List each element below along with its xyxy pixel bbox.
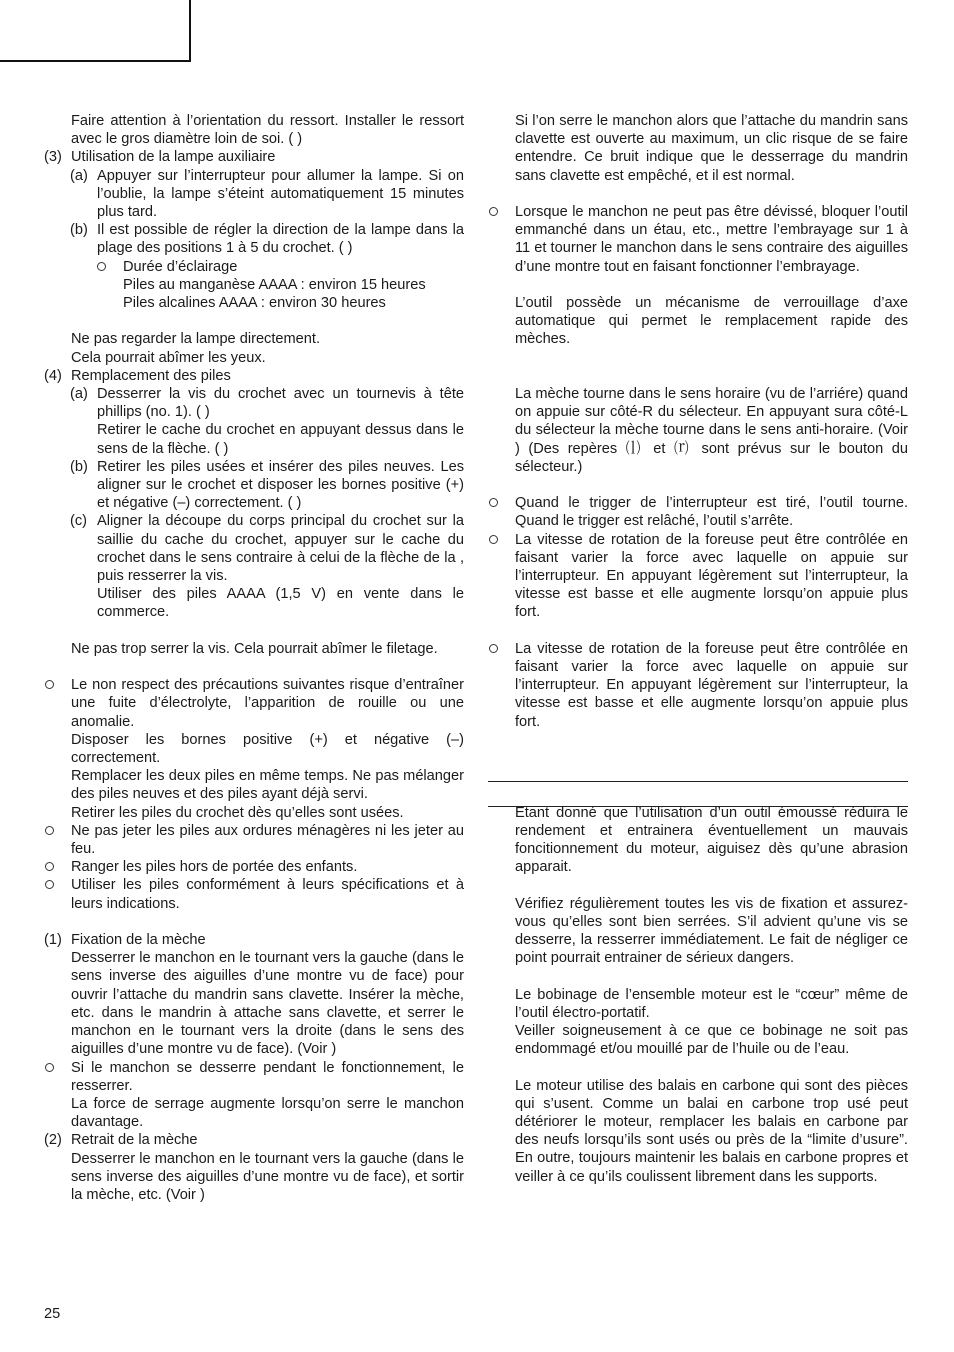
paragraph-text: Retirer les piles usées et insérer des piles neuves. Les aligner sur le crochet et disposer les bornes positive (+) et négative (–) correctement. ( ) (97, 458, 464, 512)
paragraph (44, 822, 464, 858)
paragraph-text: Si l’on serre le manchon alors que l’attache du mandrin sans clavette est ouverte au maximum, un clic risque de se faire entendre. Ce bruit indique que le desserrage du mandrin sans clavette est empêché, et il est normal. (515, 113, 908, 184)
paragraph-gap (488, 749, 908, 767)
paragraph (44, 1095, 464, 1131)
paragraph-text: Vérifiez régulièrement toutes les vis de fixation et assurez-vous qu’elles sont bien serrées. S’il advient qu’une vis se desserre, la resserrer immédiatement. Le fait de négliger ce point pourrait entrainer de sérieux dangers. (515, 895, 908, 967)
paragraph-text: Faire attention à l’orientation du ressort. Installer le ressort avec le gros diamètre loin de soi. ( ) (71, 113, 464, 148)
paragraph (44, 258, 464, 276)
list-marker: (a) (70, 167, 88, 184)
paragraph-text: Utilisation de la lampe auxiliaire (71, 149, 276, 166)
paragraph (44, 349, 464, 367)
paragraph (44, 804, 464, 822)
paragraph (488, 294, 908, 349)
paragraph-text: La vitesse de rotation de la foreuse peut être contrôlée en faisant varier la force avec laquelle on appuie sur l’interrupteur. En appuyant légèrement sut l’interrupteur, la vitesse est basse et elle augmente lorsqu’on appuie plus fort. (515, 531, 908, 621)
paragraph (44, 585, 464, 621)
paragraph (44, 421, 464, 457)
paragraph-text: Desserrer le manchon en le tournant vers la gauche (dans le sens inverse des aiguilles d’une montre vu de face) pour ouvrir l’attache du mandrin sans clavette. Insérer la mèche, etc. dans le mandrin à attache sans clavette, et serrer le manchon en le tournant vers la droite (dans le sens des aiguilles d’une montre vu de face). (Voir ) (71, 950, 464, 1058)
circle-bullet-icon (45, 862, 54, 871)
paragraph (488, 1022, 908, 1058)
paragraph-gap (44, 622, 464, 640)
paragraph-text: Cela pourrait abîmer les yeux. (71, 349, 266, 366)
paragraph (44, 221, 464, 257)
paragraph-text: Le bobinage de l’ensemble moteur est le “cœur” même de l’outil électro-portatif. (515, 986, 908, 1021)
paragraph-text: Si le manchon se desserre pendant le fonctionnement, le resserrer. (71, 1059, 464, 1094)
paragraph-text: Remplacer les deux piles en même temps. Ne pas mélanger des piles neuves et des piles ayant déjà servi. (71, 768, 464, 803)
list-marker: (3) (44, 149, 62, 166)
paragraph-gap (488, 767, 908, 785)
paragraph (44, 294, 464, 312)
circle-bullet-icon (489, 644, 498, 653)
paragraph (488, 385, 908, 476)
paragraph (44, 876, 464, 912)
list-marker: (a) (70, 386, 88, 403)
paragraph-gap (488, 276, 908, 294)
paragraph-text: Le non respect des précautions suivantes risque d’entraîner une fuite d’électrolyte, l’apparition de rouille ou une anomalie. (71, 677, 464, 730)
list-marker: (b) (70, 222, 88, 239)
paragraph-text: Fixation de la mèche (71, 932, 206, 949)
paragraph-text: Remplacement des piles (71, 367, 231, 384)
page-tab-box (0, 0, 191, 62)
list-marker: (c) (70, 513, 88, 530)
paragraph (44, 1131, 464, 1149)
circle-bullet-icon (97, 262, 106, 271)
paragraph-text: Veiller soigneusement à ce que ce bobinage ne soit pas endommagé et/ou mouillé par de l’huile ou de l’eau. (515, 1022, 908, 1058)
paragraph-gap (488, 622, 908, 640)
paragraph (44, 458, 464, 513)
paragraph-gap (44, 913, 464, 931)
paragraph-text: Ne pas jeter les piles aux ordures ménagères ni les jeter au feu. (71, 822, 464, 858)
paragraph (488, 986, 908, 1022)
paragraph-text: Etant donné que l’utilisation d’un outil émoussé réduira le rendement et entrainera éventuellement un mauvais foncitionnement du moteur, aiguisez dès qu’une abrasion apparait. (515, 804, 908, 876)
circle-bullet-icon (45, 680, 54, 689)
circle-bullet-icon (489, 498, 498, 507)
paragraph (44, 931, 464, 949)
paragraph (488, 494, 908, 530)
paragraph-text: La vitesse de rotation de la foreuse peut être contrôlée en faisant varier la force avec laquelle on appuie sur l’interrupteur. En appuyant légèrement sur l’interrupteur, la vitesse est basse et elle augmente lorsqu’on appuie plus fort. (515, 640, 908, 730)
section-rule-top (488, 781, 908, 782)
paragraph-text: Utiliser les piles conformément à leurs spécifications et à leurs indications. (71, 877, 464, 912)
paragraph-gap (488, 367, 908, 385)
paragraph-gap (488, 731, 908, 749)
paragraph-gap (488, 785, 908, 803)
paragraph-text: Lorsque le manchon ne peut pas être dévissé, bloquer l’outil emmanché dans un étau, etc., mettre l’embrayage sur 1 à 11 et tourner le manchon dans le sens contraire des aiguilles d’une montre tout en faisant fonctionner l’embrayage. (515, 204, 908, 275)
paragraph-gap (488, 349, 908, 367)
list-marker: (4) (44, 367, 62, 384)
paragraph (44, 385, 464, 421)
paragraph (44, 767, 464, 803)
paragraph (44, 276, 464, 294)
paragraph (44, 731, 464, 767)
paragraph-text: Ranger les piles hors de portée des enfants. (71, 859, 358, 876)
paragraph (488, 531, 908, 622)
circle-bullet-icon (489, 207, 498, 216)
paragraph (44, 676, 464, 731)
paragraph-text: Durée d’éclairage (123, 258, 238, 275)
paragraph-text: Le moteur utilise des balais en carbone qui sont des pièces qui s’usent. Comme un balai en carbone trop usé peut détériorer le moteur, remplacer les balais en carbone par des neufs lorsqu’ils sont usés ou près de la “limite d’usure”. En outre, toujours maintenir les balais en carbone propres et veiller à ce qu’ils coulissent librement dans les supports. (515, 1077, 908, 1185)
paragraph (488, 640, 908, 731)
paragraph (488, 804, 908, 877)
paragraph (44, 167, 464, 222)
paragraph-text: Appuyer sur l’interrupteur pour allumer la lampe. Si on l’oublie, la lampe s’éteint automatiquement 15 minutes plus tard. (97, 167, 464, 221)
paragraph (44, 512, 464, 585)
paragraph-text: Retrait de la mèche (71, 1132, 198, 1149)
paragraph-gap (44, 312, 464, 330)
paragraph-text: La mèche tourne dans le sens horaire (vu de l’arriére) quand on appuie sur côté-R du sélecteur. En appuyant sura côté-L du sélecteur la mèche tourne dans le sens anti-horaire. (Voir ) (Des repères ⒧ et ⒭ sont prévus sur le bouton du sélecteur.) (515, 385, 908, 475)
paragraph-text: Ne pas trop serrer la vis. Cela pourrait abîmer le filetage. (71, 640, 438, 657)
paragraph-text: Retirer le cache du crochet en appuyant dessus dans le sens de la flèche. ( ) (97, 422, 464, 457)
paragraph (44, 367, 464, 385)
circle-bullet-icon (45, 880, 54, 889)
paragraph-text: Il est possible de régler la direction de la lampe dans la plage des positions 1 à 5 du crochet. ( ) (97, 222, 464, 257)
list-marker: (b) (70, 458, 88, 475)
paragraph-text: Desserrer la vis du crochet avec un tournevis à tête phillips (no. 1). ( ) (97, 386, 464, 421)
paragraph (44, 112, 464, 148)
paragraph (488, 895, 908, 968)
paragraph-text: Quand le trigger de l’interrupteur est tiré, l’outil tourne. Quand le trigger est relâché, l’outil s’arrête. (515, 495, 908, 530)
paragraph-gap (488, 476, 908, 494)
paragraph (44, 148, 464, 166)
paragraph-text: Utiliser des piles AAAA (1,5 V) en vente dans le commerce. (97, 586, 464, 621)
paragraph (44, 330, 464, 348)
list-marker: (2) (44, 1132, 62, 1149)
list-marker: (1) (44, 932, 62, 949)
left-column (44, 112, 464, 1204)
paragraph (488, 203, 908, 276)
paragraph-gap (44, 658, 464, 676)
paragraph (44, 1059, 464, 1095)
page-number: 25 (44, 1306, 61, 1322)
paragraph-text: L’outil possède un mécanisme de verrouillage d’axe automatique qui permet le remplacement rapide des mèches. (515, 295, 908, 348)
paragraph-text: Piles alcalines AAAA : environ 30 heures (123, 295, 386, 312)
circle-bullet-icon (489, 535, 498, 544)
paragraph-text: Ne pas regarder la lampe directement. (71, 331, 321, 348)
paragraph-gap (488, 967, 908, 985)
circle-bullet-icon (45, 1063, 54, 1072)
section-rule-bottom (488, 806, 908, 807)
paragraph (44, 858, 464, 876)
paragraph-text: Retirer les piles du crochet dès qu’elles sont usées. (71, 804, 404, 821)
paragraph-text: Aligner la découpe du corps principal du crochet sur la saillie du cache du crochet, appuyer sur le cache du crochet dans le sens contraire à celui de la flèche de la , puis resserrer la vis. (97, 513, 464, 585)
paragraph (44, 640, 464, 658)
paragraph (44, 949, 464, 1058)
paragraph-text: La force de serrage augmente lorsqu’on serre le manchon davantage. (71, 1095, 464, 1131)
paragraph-text: Disposer les bornes positive (+) et négative (–) correctement. (71, 731, 464, 767)
paragraph-gap (488, 185, 908, 203)
paragraph-gap (488, 1058, 908, 1076)
paragraph-text: Piles au manganèse AAAA : environ 15 heures (123, 276, 426, 293)
paragraph (488, 1077, 908, 1186)
right-column (488, 112, 908, 1186)
paragraph (488, 112, 908, 185)
circle-bullet-icon (45, 826, 54, 835)
paragraph-text: Desserrer le manchon en le tournant vers la gauche (dans le sens inverse des aiguilles d’une montre vu de face), et sortir la mèche, etc. (Voir ) (71, 1150, 464, 1203)
paragraph-gap (488, 876, 908, 894)
paragraph (44, 1150, 464, 1205)
